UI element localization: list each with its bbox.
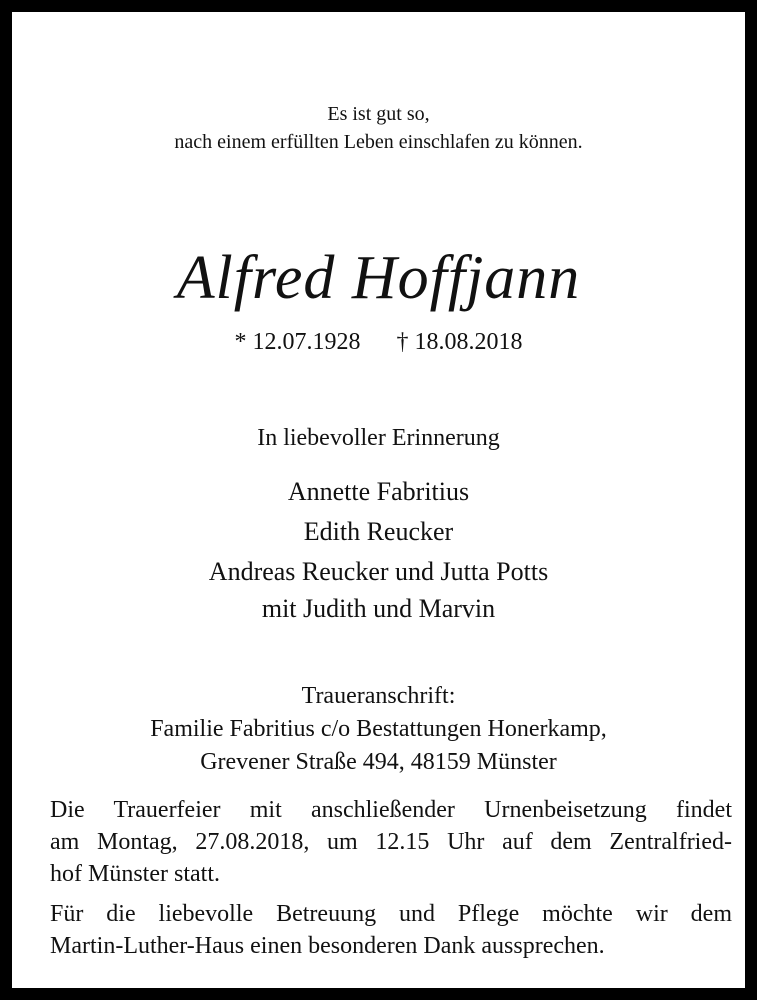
address-label: Traueranschrift: <box>301 683 456 709</box>
death-date: † 18.08.2018 <box>396 329 523 355</box>
memory-heading: In liebevoller Erinnerung <box>257 425 500 451</box>
address-line-2: Grevener Straße 494, 48159 Münster <box>200 749 557 775</box>
thanks-paragraph <box>50 898 732 962</box>
thanks-line-1: Für die liebevolle Betreuung und Pflege möchte wir dem <box>50 901 732 927</box>
mourner-name: Andreas Reucker und Jutta Potts <box>208 557 549 586</box>
mourner-name: Edith Reucker <box>303 517 454 546</box>
mourner-name: Annette Fabritius <box>287 477 470 506</box>
mourner-name: mit Judith und Marvin <box>261 594 496 623</box>
address-line-1: Familie Fabritius c/o Bestattungen Honerkamp, <box>150 716 607 742</box>
motto-line-1: Es ist gut so, <box>327 103 430 125</box>
ceremony-paragraph <box>50 794 732 890</box>
mourning-address <box>24 680 733 779</box>
ceremony-line-1: Die Trauerfeier mit anschließender Urnenbeisetzung findet <box>50 797 732 823</box>
mourners-list <box>24 472 733 626</box>
ceremony-line-2: am Montag, 27.08.2018, um 12.15 Uhr auf dem Zentralfried- <box>50 829 732 855</box>
motto <box>24 100 733 156</box>
deceased-name: Alfred Hoffjann <box>176 244 581 312</box>
life-dates <box>24 326 733 358</box>
birth-date: * 12.07.1928 <box>234 329 361 355</box>
motto-line-2: nach einem erfüllten Leben einschlafen zu können. <box>174 131 583 153</box>
thanks-line-2: Martin-Luther-Haus einen besonderen Dank aussprechen. <box>50 933 605 959</box>
ceremony-line-3: hof Münster statt. <box>50 861 220 887</box>
